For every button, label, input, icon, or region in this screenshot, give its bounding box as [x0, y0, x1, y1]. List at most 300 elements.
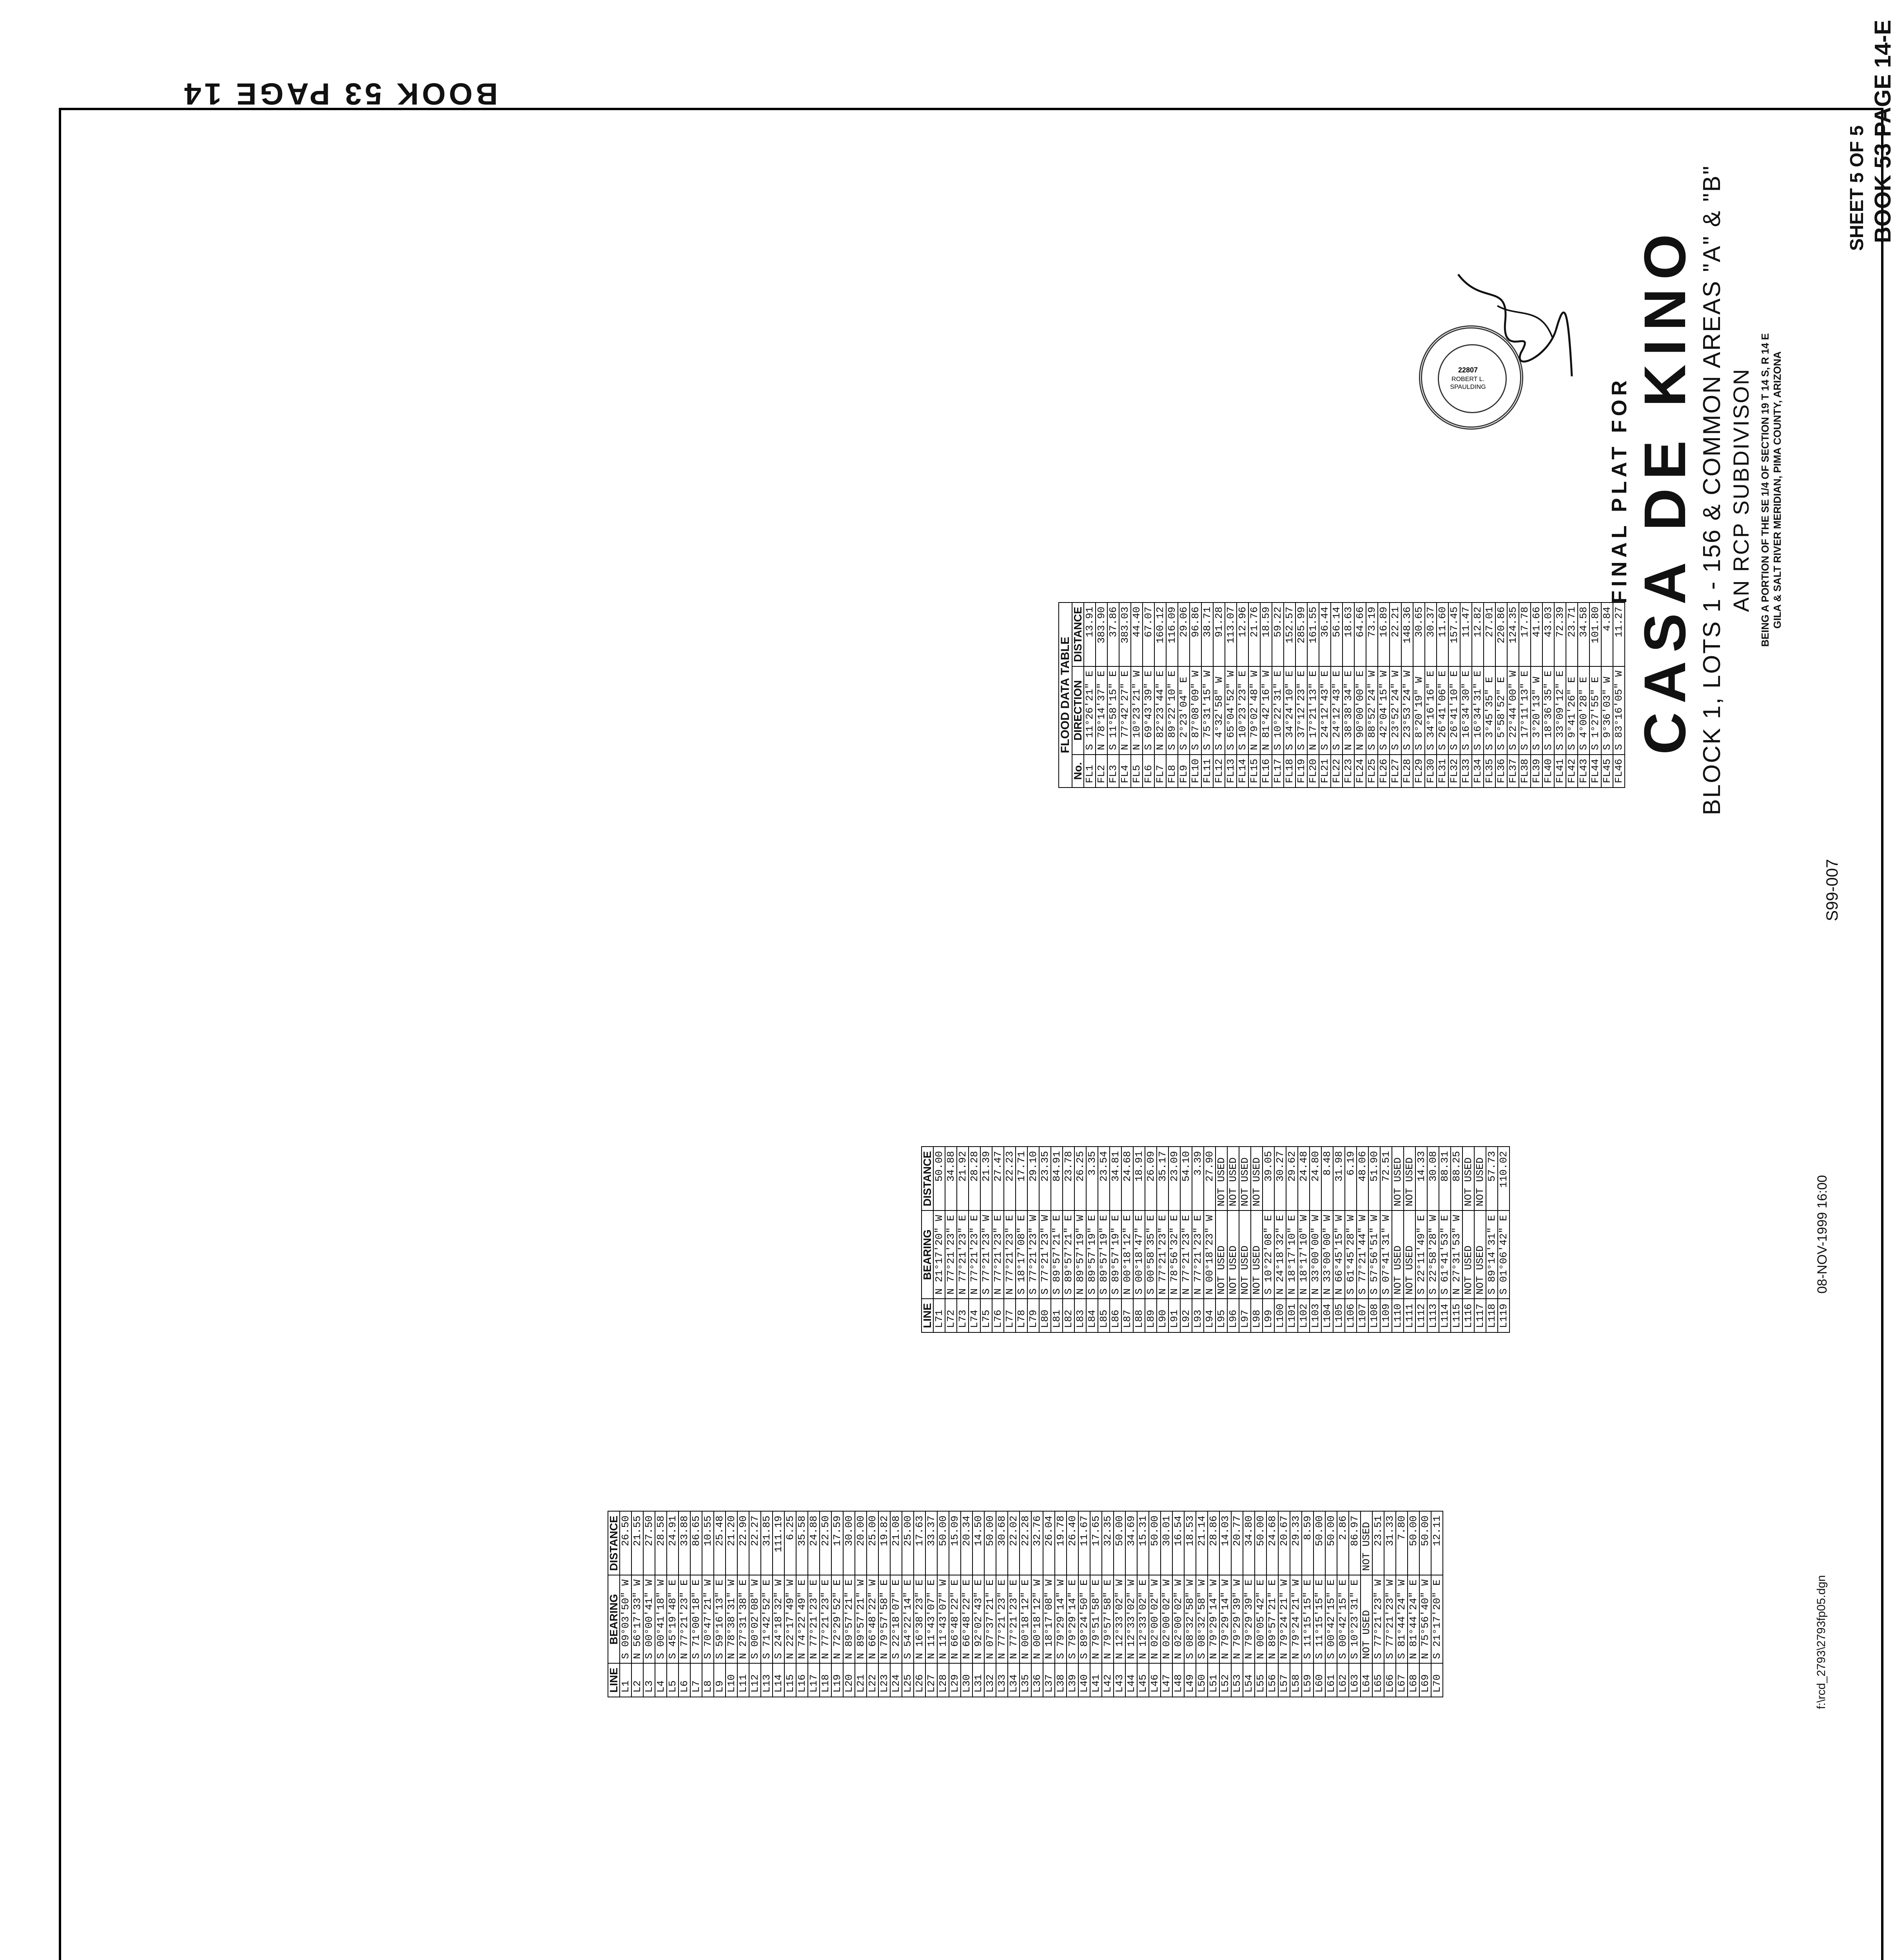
- table-cell: 113.07: [1225, 603, 1237, 666]
- table-cell: L62: [1337, 1663, 1349, 1697]
- table-cell: L8: [702, 1663, 714, 1697]
- table-cell: 124.35: [1507, 603, 1519, 666]
- table-cell: 50.00: [1149, 1511, 1161, 1575]
- table-cell: 26.09: [1145, 1147, 1157, 1210]
- table-cell: 110.02: [1498, 1147, 1510, 1210]
- table-row: [1157, 1147, 1168, 1332]
- table-cell: L15: [784, 1663, 796, 1697]
- table-cell: N 77°21'23" E: [1180, 1210, 1192, 1299]
- table-row: [1542, 603, 1554, 788]
- table-cell: 12.82: [1472, 603, 1484, 666]
- table-cell: S 89°57'19" E: [1110, 1210, 1121, 1299]
- table-cell: L54: [1243, 1663, 1255, 1697]
- table-cell: S 57°56'51" W: [1368, 1210, 1380, 1299]
- table-cell: NOT USED: [1474, 1210, 1486, 1299]
- table-row: [902, 1511, 914, 1697]
- table-row: [679, 1511, 690, 1697]
- table-cell: FL25: [1366, 755, 1378, 788]
- table-row: [1319, 603, 1331, 788]
- book-page-text: BOOK 53 PAGE 14: [181, 77, 498, 111]
- table-cell: S 22°11'49" E: [1415, 1210, 1427, 1299]
- table-row: [1201, 603, 1213, 788]
- table-cell: 21.92: [957, 1147, 969, 1210]
- table-cell: 64.66: [1354, 603, 1366, 666]
- line-table-2-wrap: [921, 1146, 1510, 1333]
- table-cell: FL23: [1343, 755, 1354, 788]
- table-cell: N 79°29'14" W: [1219, 1575, 1231, 1663]
- table-cell: L48: [1172, 1663, 1184, 1697]
- table-row: [1031, 1511, 1043, 1697]
- table-cell: S 69°43'39" E: [1143, 666, 1154, 755]
- table-cell: 29.06: [1178, 603, 1190, 666]
- table-row: [1484, 603, 1495, 788]
- table-cell: L6: [679, 1663, 690, 1697]
- table-row: [761, 1511, 773, 1697]
- table-cell: S 3°45'35" E: [1484, 666, 1495, 755]
- table-cell: L49: [1184, 1663, 1196, 1697]
- table-row: [702, 1511, 714, 1697]
- table-cell: L112: [1415, 1299, 1427, 1332]
- table-row: [1401, 603, 1413, 788]
- table-row: [1143, 603, 1154, 788]
- table-cell: L99: [1263, 1299, 1274, 1332]
- table-row: [1190, 603, 1201, 788]
- table-cell: NOT USED: [1216, 1210, 1227, 1299]
- table-cell: FL4: [1119, 755, 1131, 788]
- table-cell: L79: [1027, 1299, 1039, 1332]
- table-cell: FL12: [1213, 755, 1225, 788]
- table-cell: FL24: [1354, 755, 1366, 788]
- table-row: [1390, 603, 1401, 788]
- table-cell: L81: [1051, 1299, 1063, 1332]
- table-cell: N 75°56'40" W: [1419, 1575, 1431, 1663]
- table-cell: L102: [1298, 1299, 1310, 1332]
- table-cell: N 77°21'23" E: [1192, 1210, 1204, 1299]
- table-cell: L69: [1419, 1663, 1431, 1697]
- table-cell: 28.28: [969, 1147, 980, 1210]
- table-cell: S 42°04'15" W: [1378, 666, 1390, 755]
- table-cell: 24.48: [1298, 1147, 1310, 1210]
- table-row: [1298, 1147, 1310, 1332]
- table-cell: 20.67: [1278, 1511, 1290, 1575]
- table-cell: 22.28: [1020, 1511, 1031, 1575]
- table-row: [1004, 1147, 1016, 1332]
- table-cell: L75: [980, 1299, 992, 1332]
- table-row: [1349, 1511, 1361, 1697]
- table-cell: 57.73: [1486, 1147, 1498, 1210]
- table-cell: 88.25: [1451, 1147, 1462, 1210]
- table-cell: N 77°21'23" E: [996, 1575, 1008, 1663]
- table-cell: 88.31: [1439, 1147, 1451, 1210]
- table-header-row: [608, 1511, 620, 1697]
- table-row: [992, 1147, 1004, 1332]
- table-row: [1251, 1147, 1263, 1332]
- table-cell: S 24°12'43" E: [1319, 666, 1331, 755]
- table-row: [1357, 1147, 1368, 1332]
- column-header: DISTANCE: [608, 1511, 620, 1575]
- table-cell: N 72°29'52" E: [831, 1575, 843, 1663]
- table-cell: 22.21: [1390, 603, 1401, 666]
- table-row: [961, 1511, 972, 1697]
- table-row: [1295, 603, 1307, 788]
- table-cell: L63: [1349, 1663, 1361, 1697]
- table-cell: N 77°21'23" E: [992, 1210, 1004, 1299]
- table-cell: 148.36: [1401, 603, 1413, 666]
- table-row: [1154, 603, 1166, 788]
- table-cell: L31: [972, 1663, 984, 1697]
- table-cell: N 12°33'02" E: [1137, 1575, 1149, 1663]
- table-cell: L86: [1110, 1299, 1121, 1332]
- table-cell: L53: [1231, 1663, 1243, 1697]
- table-cell: L33: [996, 1663, 1008, 1697]
- table-cell: 220.86: [1495, 603, 1507, 666]
- table-cell: L23: [878, 1663, 890, 1697]
- table-cell: 84.91: [1051, 1147, 1063, 1210]
- table-cell: L106: [1345, 1299, 1357, 1332]
- table-row: [1507, 603, 1519, 788]
- table-row: [1137, 1511, 1149, 1697]
- table-cell: S 07°41'31" W: [1380, 1210, 1392, 1299]
- table-cell: S 4°00'28" E: [1578, 666, 1589, 755]
- table-cell: L59: [1302, 1663, 1314, 1697]
- table-cell: 29.10: [1027, 1147, 1039, 1210]
- table-cell: S 81°44'24" W: [1396, 1575, 1408, 1663]
- table-cell: N 18°17'08" W: [1043, 1575, 1055, 1663]
- book-page-stamp-bottom: BOOK 53 PAGE 14-E: [1870, 20, 1896, 243]
- column-header: BEARING: [922, 1210, 933, 1299]
- table-cell: S 8°20'19" W: [1413, 666, 1425, 755]
- flood-table-caption: FLOOD DATA TABLE: [1058, 602, 1072, 788]
- table-cell: N 00°18'12" E: [1020, 1575, 1031, 1663]
- table-row: [1074, 1147, 1086, 1332]
- table-cell: 383.03: [1119, 603, 1131, 666]
- table-cell: L111: [1404, 1299, 1415, 1332]
- table-cell: NOT USED: [1251, 1210, 1263, 1299]
- table-cell: 34.58: [1578, 603, 1589, 666]
- svg-text:ROBERT L.: ROBERT L.: [1451, 376, 1484, 383]
- table-cell: N 79°02'48" W: [1248, 666, 1260, 755]
- table-cell: L97: [1239, 1299, 1251, 1332]
- table-row: [1589, 603, 1601, 788]
- table-row: [1225, 603, 1237, 788]
- table-cell: L77: [1004, 1299, 1016, 1332]
- table-cell: L47: [1161, 1663, 1172, 1697]
- table-cell: 18.53: [1184, 1511, 1196, 1575]
- table-cell: NOT USED: [1404, 1147, 1415, 1210]
- table-cell: L20: [843, 1663, 855, 1697]
- table-cell: 96.86: [1190, 603, 1201, 666]
- table-cell: 22.02: [1008, 1511, 1020, 1575]
- table-row: [1102, 1511, 1114, 1697]
- table-cell: NOT USED: [1392, 1210, 1404, 1299]
- table-row: [1119, 603, 1131, 788]
- table-cell: FL36: [1495, 755, 1507, 788]
- table-row: [1286, 1147, 1298, 1332]
- table-row: [1008, 1511, 1020, 1697]
- table-cell: S 10°22'08" E: [1263, 1210, 1274, 1299]
- table-cell: N 77°21'23" E: [1004, 1210, 1016, 1299]
- table-cell: N 77°21'23" E: [1008, 1575, 1020, 1663]
- table-cell: 21.76: [1248, 603, 1260, 666]
- table-cell: FL11: [1201, 755, 1213, 788]
- table-cell: S 00°02'08" W: [749, 1575, 761, 1663]
- table-cell: L21: [855, 1663, 867, 1697]
- column-header: LINE: [608, 1663, 620, 1697]
- table-cell: L84: [1086, 1299, 1098, 1332]
- table-cell: N 27°31'53" W: [1451, 1210, 1462, 1299]
- signature-mark: [1450, 259, 1580, 392]
- table-cell: N 82°23'44" E: [1154, 666, 1166, 755]
- table-row: [1020, 1511, 1031, 1697]
- table-cell: 18.59: [1260, 603, 1272, 666]
- table-row: [1125, 1511, 1137, 1697]
- table-cell: L95: [1216, 1299, 1227, 1332]
- table-cell: 23.09: [1168, 1147, 1180, 1210]
- table-cell: N 81°44'24" E: [1408, 1575, 1419, 1663]
- table-cell: S 09°03'50" W: [620, 1575, 631, 1663]
- table-cell: S 23°53'24" W: [1401, 666, 1413, 755]
- table-cell: N 33°00'00" W: [1310, 1210, 1321, 1299]
- table-cell: 31.85: [761, 1511, 773, 1575]
- table-cell: S 79°29'14" W: [1055, 1575, 1067, 1663]
- table-cell: S 00°58'35" E: [1145, 1210, 1157, 1299]
- table-cell: L58: [1290, 1663, 1302, 1697]
- table-cell: 13.91: [1084, 603, 1096, 666]
- table-cell: L38: [1055, 1663, 1067, 1697]
- column-header: DISTANCE: [1072, 603, 1084, 666]
- table-cell: 285.99: [1295, 603, 1307, 666]
- table-cell: N 00°18'23" W: [1204, 1210, 1216, 1299]
- table-row: [1208, 1511, 1219, 1697]
- table-cell: L43: [1114, 1663, 1125, 1697]
- table-cell: S 59°16'13" E: [714, 1575, 726, 1663]
- table-cell: S 9°41'26" E: [1566, 666, 1578, 755]
- table-row: [1192, 1147, 1204, 1332]
- table-row: [969, 1147, 980, 1332]
- table-cell: L40: [1078, 1663, 1090, 1697]
- table-cell: FL20: [1307, 755, 1319, 788]
- table-row: [737, 1511, 749, 1697]
- line-table-1-wrap: [608, 1511, 1443, 1697]
- table-cell: N 21°17'20" W: [933, 1210, 945, 1299]
- flood-table-wrap: [1058, 602, 1625, 788]
- title-line4: AN RCP SUBDIVISON: [1729, 368, 1753, 612]
- table-cell: 39.05: [1263, 1147, 1274, 1210]
- table-row: [1419, 1511, 1431, 1697]
- table-row: [1290, 1511, 1302, 1697]
- table-row: [1462, 1147, 1474, 1332]
- table-cell: 20.77: [1231, 1511, 1243, 1575]
- table-row: [1495, 603, 1507, 788]
- table-cell: 34.81: [1110, 1147, 1121, 1210]
- table-cell: 11.60: [1437, 603, 1448, 666]
- table-cell: N 66°48'22" E: [949, 1575, 961, 1663]
- table-row: [980, 1147, 992, 1332]
- table-row: [1333, 1147, 1345, 1332]
- table-cell: L61: [1325, 1663, 1337, 1697]
- sheet-number: SHEET 5 OF 5: [1847, 125, 1867, 251]
- table-row: [878, 1511, 890, 1697]
- table-row: [1084, 603, 1096, 788]
- table-cell: 44.40: [1131, 603, 1143, 666]
- table-row: [1216, 1147, 1227, 1332]
- table-cell: N 77°21'23" E: [969, 1210, 980, 1299]
- table-row: [1180, 1147, 1192, 1332]
- table-cell: 59.22: [1272, 603, 1284, 666]
- table-cell: L73: [957, 1299, 969, 1332]
- table-row: [1260, 603, 1272, 788]
- table-cell: L30: [961, 1663, 972, 1697]
- table-cell: FL44: [1589, 755, 1601, 788]
- table-cell: N 81°42'16" W: [1260, 666, 1272, 755]
- table-row: [1310, 1147, 1321, 1332]
- table-cell: 37.86: [1107, 603, 1119, 666]
- table-cell: 34.69: [1125, 1511, 1137, 1575]
- table-cell: 25.00: [902, 1511, 914, 1575]
- title-subdivision-name: CASA DE KINO: [1632, 225, 1698, 755]
- table-row: [1361, 1511, 1372, 1697]
- table-cell: L100: [1274, 1299, 1286, 1332]
- table-row: [1168, 1147, 1180, 1332]
- case-number: S99-007: [1823, 859, 1841, 921]
- table-cell: L27: [925, 1663, 937, 1697]
- table-cell: 11.67: [1078, 1511, 1090, 1575]
- table-cell: 17.65: [1090, 1511, 1102, 1575]
- table-row: [937, 1511, 949, 1697]
- table-cell: L90: [1157, 1299, 1168, 1332]
- table-cell: N 00°18'12" E: [1121, 1210, 1133, 1299]
- table-cell: N 02°00'02" W: [1149, 1575, 1161, 1663]
- table-cell: N 78°14'37" E: [1096, 666, 1107, 755]
- table-row: [972, 1511, 984, 1697]
- table-cell: FL27: [1390, 755, 1401, 788]
- table-cell: S 10°22'31" E: [1272, 666, 1284, 755]
- table-row: [1448, 603, 1460, 788]
- table-cell: L36: [1031, 1663, 1043, 1697]
- table-cell: 29.62: [1286, 1147, 1298, 1210]
- table-row: [843, 1511, 855, 1697]
- table-row: [1149, 1511, 1161, 1697]
- line-table-1: [608, 1511, 1443, 1697]
- table-cell: FL32: [1448, 755, 1460, 788]
- table-cell: S 77°21'23" W: [1039, 1210, 1051, 1299]
- table-row: [1067, 1511, 1078, 1697]
- table-cell: S 22°44'00" W: [1507, 666, 1519, 755]
- table-cell: N 33°00'00" W: [1321, 1210, 1333, 1299]
- table-row: [1396, 1511, 1408, 1697]
- table-cell: S 61°41'53" E: [1439, 1210, 1451, 1299]
- table-cell: S 89°22'10" E: [1166, 666, 1178, 755]
- flood-data-table: [1058, 602, 1625, 788]
- table-cell: L104: [1321, 1299, 1333, 1332]
- table-row: [1307, 603, 1319, 788]
- table-row: [1086, 1147, 1098, 1332]
- table-cell: S 18°36'35" E: [1542, 666, 1554, 755]
- table-cell: 48.06: [1357, 1147, 1368, 1210]
- table-cell: 50.00: [984, 1511, 996, 1575]
- table-cell: N 11°43'07" E: [925, 1575, 937, 1663]
- table-row: [1110, 1147, 1121, 1332]
- table-cell: FL6: [1143, 755, 1154, 788]
- table-row: [1161, 1511, 1172, 1697]
- table-cell: 14.50: [972, 1511, 984, 1575]
- table-cell: 24.68: [1121, 1147, 1133, 1210]
- table-cell: N 77°21'23" E: [808, 1575, 820, 1663]
- table-cell: NOT USED: [1392, 1147, 1404, 1210]
- table-cell: NOT USED: [1361, 1575, 1372, 1663]
- table-cell: 30.68: [996, 1511, 1008, 1575]
- table-row: [1078, 1511, 1090, 1697]
- table-cell: S 01°06'42" E: [1498, 1210, 1510, 1299]
- table-row: [655, 1511, 667, 1697]
- table-cell: FL3: [1107, 755, 1119, 788]
- table-cell: 3.35: [1086, 1147, 1098, 1210]
- table-cell: 8.48: [1321, 1147, 1333, 1210]
- table-cell: L88: [1133, 1299, 1145, 1332]
- table-row: [1145, 1147, 1157, 1332]
- table-cell: L52: [1219, 1663, 1231, 1697]
- table-row: [1415, 1147, 1427, 1332]
- table-cell: 152.57: [1284, 603, 1295, 666]
- table-cell: FL10: [1190, 755, 1201, 788]
- table-cell: L60: [1314, 1663, 1325, 1697]
- table-row: [1460, 603, 1472, 788]
- table-cell: NOT USED: [1227, 1147, 1239, 1210]
- table-cell: NOT USED: [1462, 1147, 1474, 1210]
- table-row: [1451, 1147, 1462, 1332]
- table-row: [1107, 603, 1119, 788]
- table-cell: FL45: [1601, 755, 1613, 788]
- table-cell: 30.01: [1161, 1511, 1172, 1575]
- table-cell: S 17°11'13" E: [1519, 666, 1531, 755]
- table-cell: 27.47: [992, 1147, 1004, 1210]
- table-row: [1427, 1147, 1439, 1332]
- table-cell: 30.00: [843, 1511, 855, 1575]
- table-cell: L10: [726, 1663, 737, 1697]
- table-cell: N 77°21'23" E: [957, 1210, 969, 1299]
- table-row: [1404, 1147, 1415, 1332]
- table-cell: S 00°00'41" W: [643, 1575, 655, 1663]
- table-row: [1378, 603, 1390, 788]
- table-cell: S 24°12'43" E: [1331, 666, 1343, 755]
- table-cell: N 77°21'23" E: [679, 1575, 690, 1663]
- table-row: [1263, 1147, 1274, 1332]
- table-row: [1554, 603, 1566, 788]
- table-cell: 30.08: [1427, 1147, 1439, 1210]
- table-cell: 16.89: [1378, 603, 1390, 666]
- table-cell: 15.09: [949, 1511, 961, 1575]
- table-cell: 51.90: [1368, 1147, 1380, 1210]
- table-cell: N 18°17'10" E: [1286, 1210, 1298, 1299]
- table-row: [1131, 603, 1143, 788]
- table-cell: N 27°31'38" E: [737, 1575, 749, 1663]
- table-cell: N 02°00'02" W: [1161, 1575, 1172, 1663]
- table-cell: 28.86: [1208, 1511, 1219, 1575]
- table-cell: S 9°36'03" W: [1601, 666, 1613, 755]
- table-cell: NOT USED: [1404, 1210, 1415, 1299]
- table-cell: 50.00: [933, 1147, 945, 1210]
- table-cell: L16: [796, 1663, 808, 1697]
- table-cell: L18: [820, 1663, 831, 1697]
- table-cell: L14: [773, 1663, 784, 1697]
- table-row: [1408, 1511, 1419, 1697]
- table-cell: NOT USED: [1239, 1147, 1251, 1210]
- table-header-row: [1072, 603, 1084, 788]
- table-cell: S 71°42'52" E: [761, 1575, 773, 1663]
- table-row: [1166, 603, 1178, 788]
- table-cell: N 78°56'32" E: [1168, 1210, 1180, 1299]
- table-cell: 54.10: [1180, 1147, 1192, 1210]
